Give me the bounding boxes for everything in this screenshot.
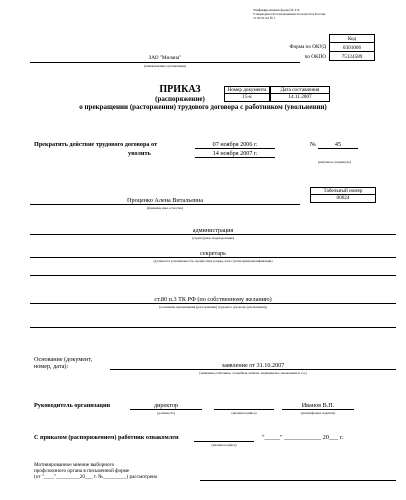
dismissal-reason-caption: (основание прекращения (расторжения) трудового договора (увольнения)) (159, 305, 267, 309)
terminate-label: Прекратить действие трудового договора от (34, 141, 158, 148)
acquaint-label: С приказом (распоряжением) работник ознакомлен (34, 434, 179, 441)
kod-label: Код (347, 36, 357, 42)
unneeded-caption: (ненужное зачеркнуть) (318, 160, 352, 164)
employee-name: Проценко Алена Витальевна (127, 197, 203, 204)
dismissal-reason: ст.80 п.3 ТК РФ (по собственному желанию) (154, 296, 272, 303)
head-name: Иванов В.П. (301, 402, 335, 409)
department-caption: (структурное подразделение) (191, 236, 235, 240)
department-value: администрация (192, 227, 234, 234)
okud-label: Форма по ОКУД (289, 44, 326, 50)
head-position-caption: (должность) (157, 411, 175, 415)
basis-label-1: Основание (документ, (34, 356, 93, 363)
opinion-line-2: профсоюзного органа в письменной форме (34, 468, 130, 474)
document-description: о прекращении (расторжении) трудового договора с работником (увольнении) (79, 103, 327, 111)
approval-line-3: от 05.01.04 № 1 (253, 16, 276, 20)
basis-underline (110, 369, 396, 370)
head-signature-underline (214, 409, 274, 410)
acquaint-signature-caption: (личная подпись) (211, 443, 237, 447)
acquaint-signature-underline (194, 441, 254, 442)
contract-date-underline (195, 148, 275, 149)
number-sign: № (310, 141, 316, 148)
head-position: директор (153, 402, 179, 409)
acquaint-date: "_____" ____________ 20___ г. (262, 434, 344, 441)
okud-value: 0301006 (342, 44, 362, 51)
organization-name: ЗАО "Милана" (148, 55, 182, 61)
okpo-cell (329, 51, 375, 61)
head-name-underline (282, 409, 354, 410)
basis-label-2: номер, дата): (34, 363, 69, 370)
head-position-underline (130, 409, 202, 410)
organization-caption: (наименование организации) (144, 64, 186, 68)
okpo-value: 75124589 (341, 53, 363, 60)
dismiss-date-underline (195, 157, 275, 158)
document-title: ПРИКАЗ (159, 84, 201, 95)
opinion-line-3: (от "____"_________20___ г. №_________) рассмотрено (34, 474, 158, 480)
contract-number-underline (318, 148, 358, 149)
position-caption: (должность (специальность, профессия), разряд, класс (категория) квалификации) (153, 259, 273, 263)
doc-number-value: 15-к (224, 93, 270, 102)
head-signature-caption: (личная подпись) (231, 411, 257, 415)
contract-number: 45 (334, 141, 342, 148)
dismissal-reason-underline (30, 303, 396, 304)
head-name-caption: (расшифровка подписи) (300, 411, 336, 415)
approval-line-1: Унифицированная форма № Т-8 (253, 8, 300, 12)
doc-date-value: 14.11.2007 (270, 93, 330, 102)
position-underline (30, 257, 396, 258)
document-subtitle: (распоряжение) (155, 95, 205, 103)
dismiss-date: 14 ноября 2007 г. (212, 150, 258, 157)
opinion-line-1: Мотивированное мнение выборного (34, 462, 115, 468)
blank-line-2 (30, 327, 396, 328)
contract-date: 07 ноября 2006 г. (212, 141, 258, 148)
approval-line-2: Утверждена Постановлением Госкомстата России (253, 12, 326, 16)
okpo-label: по ОКПО (304, 54, 326, 60)
doc-date-header: Дата составления (270, 86, 330, 94)
employee-name-underline (30, 204, 300, 205)
department-underline (30, 234, 396, 235)
blank-line-1 (30, 275, 396, 276)
tab-number-header: Табельный номер (310, 187, 376, 195)
doc-number-header: Номер документа (224, 86, 270, 94)
employee-name-caption: (фамилия, имя, отчество) (146, 206, 184, 210)
organization-underline (30, 62, 300, 63)
basis-value: заявление от 31.10.2007 (221, 362, 285, 369)
dismiss-label: уволить (128, 150, 151, 157)
head-label: Руководитель организации (34, 402, 111, 409)
tab-number-value: 00024 (310, 194, 376, 203)
position-value: секретарь (200, 250, 226, 257)
opinion-underline (200, 480, 396, 481)
basis-caption: (заявление работника, служебная записка, медицинское заключение и т.д.) (199, 371, 307, 375)
